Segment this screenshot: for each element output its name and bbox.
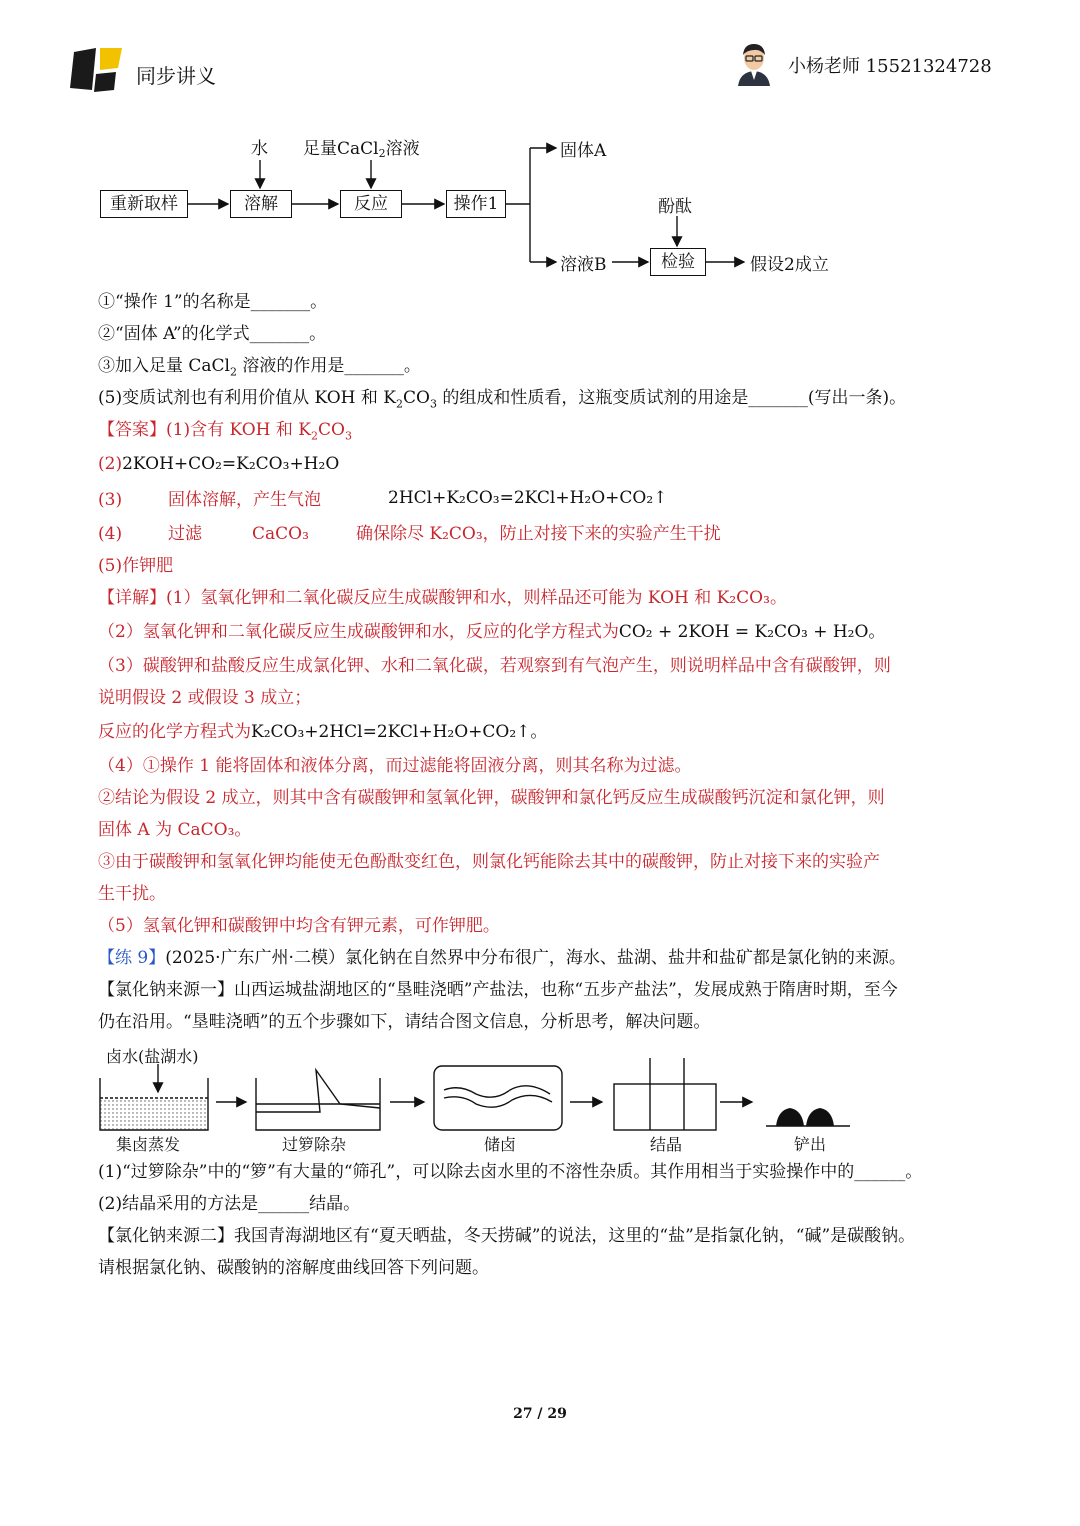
box-resample: 重新取样 [100,190,188,218]
page-number: 27 / 29 [513,1406,567,1422]
answer-4-purpose: 确保除尽 K₂CO₃，防止对接下来的实验产生干扰 [356,524,721,544]
step-4-label: 结晶 [650,1135,683,1154]
explanation-3a: （3）碳酸钾和盐酸反应生成氯化钾、水和二氧化碳，若观察到有气泡产生，则说明样品中含有碳酸钾，则 [98,656,891,676]
answer-3-num: (3) [98,490,123,510]
explanation-5: （5）氢氧化钾和碳酸钾中均含有钾元素，可作钾肥。 [98,916,500,936]
doc-title: 同步讲义 [136,64,216,88]
practice-source-1a: 【氯化钠来源一】山西运城盐湖地区的“垦畦浇晒”产盐法，也称“五步产盐法”，发展成熟于隋唐时期，至今 [98,980,898,1000]
salt-process-diagram [0,1040,1080,1158]
answer-4-filter: 过滤 [168,524,202,544]
step-3-label: 储卤 [484,1135,517,1154]
logo [70,44,126,94]
solid-a-label: 固体A [560,141,607,161]
question-2: ②“固体 A”的化学式_______。 [98,324,327,344]
answer-5: (5)作钾肥 [98,556,174,576]
answer-2: (2)2KOH+CO₂=K₂CO₃+H₂O [98,454,340,474]
explanation-2: （2）氢氧化钾和二氧化碳反应生成碳酸钾和水，反应的化学方程式为CO₂ + 2KOH = K₂CO₃ + H₂O。 [98,622,886,642]
practice-source-2b: 请根据氯化钠、碳酸钠的溶解度曲线回答下列问题。 [98,1258,489,1278]
explanation-4a: （4）①操作 1 能将固体和液体分离，而过滤能将固液分离，则其名称为过滤。 [98,756,692,776]
practice-intro: 【练 9】(2025·广东广州·二模）氯化钠在自然界中分布很广，海水、盐湖、盐井和盐矿都是氯化钠的来源。 [98,948,906,968]
explanation-4c: 固体 A 为 CaCO₃。 [98,820,252,840]
explanation-4e: 生干扰。 [98,884,166,904]
box-react: 反应 [340,190,402,218]
brine-label: 卤水(盐湖水) [106,1047,199,1066]
explanation-1: 【详解】(1）氢氧化钾和二氧化碳反应生成碳酸钾和水，则样品还可能为 KOH 和 K₂CO₃。 [98,588,787,608]
question-5: (5)变质试剂也有利用价值从 KOH 和 $K_2CO_3$ 的组成和性质看，这瓶变质试剂的用途是_______(写出一条)。 [98,388,907,411]
answer-3-equation: 2HCl+K₂CO₃=2KCl+H₂O+CO₂↑ [388,488,668,508]
phenol-label: 酚酞 [658,197,692,217]
explanation-3c: 反应的化学方程式为K₂CO₃+2HCl=2KCl+H₂O+CO₂↑。 [98,722,548,742]
box-dissolve: 溶解 [230,190,292,218]
water-label: 水 [251,139,268,159]
practice-source-2a: 【氯化钠来源二】我国青海湖地区有“夏天晒盐，冬天捞碱”的说法，这里的“盐”是指氯化钠，“碱”是碳酸钠。 [98,1226,916,1246]
practice-tag: 【练 9】 [98,948,166,968]
answer-3-text: 固体溶解，产生气泡 [168,490,321,510]
experiment-flowchart [0,120,1080,290]
solution-b-label: 溶液B [560,255,607,275]
step-5-label: 铲出 [794,1135,827,1154]
hyp2-label: 假设2成立 [750,255,829,275]
teacher-contact: 小杨老师 15521324728 [788,56,992,77]
step-2-label: 过箩除杂 [282,1135,347,1154]
answer-1: 【答案】(1)含有 KOH 和 $K_2CO_3$ [98,420,352,443]
teacher-avatar [734,40,774,86]
explanation-4d: ③由于碳酸钾和氢氧化钾均能使无色酚酞变红色，则氯化钙能除去其中的碳酸钾，防止对接下来的实验产 [98,852,880,872]
practice-source-1b: 仍在沿用。“垦畦浇晒”的五个步骤如下，请结合图文信息，分析思考，解决问题。 [98,1012,711,1032]
step-1-label: 集卤蒸发 [116,1135,181,1154]
question-1: ①“操作 1”的名称是_______。 [98,292,328,312]
practice-question-2: (2)结晶采用的方法是______结晶。 [98,1194,361,1214]
answer-4-num: (4) [98,524,123,544]
question-3: ③加入足量 CaCl$_2$ 溶液的作用是_______。 [98,356,421,379]
answer-label: 【答案】 [98,420,166,440]
answer-4-caco3: CaCO₃ [252,524,309,544]
practice-question-1: (1)“过箩除杂”中的“箩”有大量的“筛孔”，可以除去卤水里的不溶性杂质。其作用相当于实验操作中的______。 [98,1162,923,1182]
box-op1: 操作1 [446,190,506,218]
explanation-4b: ②结论为假设 2 成立，则其中含有碳酸钾和氢氧化钾，碳酸钾和氯化钙反应生成碳酸钙沉淀和氯化钾，则 [98,788,885,808]
box-test: 检验 [650,248,706,276]
cacl2-label: 足量CaCl$_2$溶液 [303,139,420,160]
explanation-3b: 说明假设 2 或假设 3 成立； [98,688,312,708]
